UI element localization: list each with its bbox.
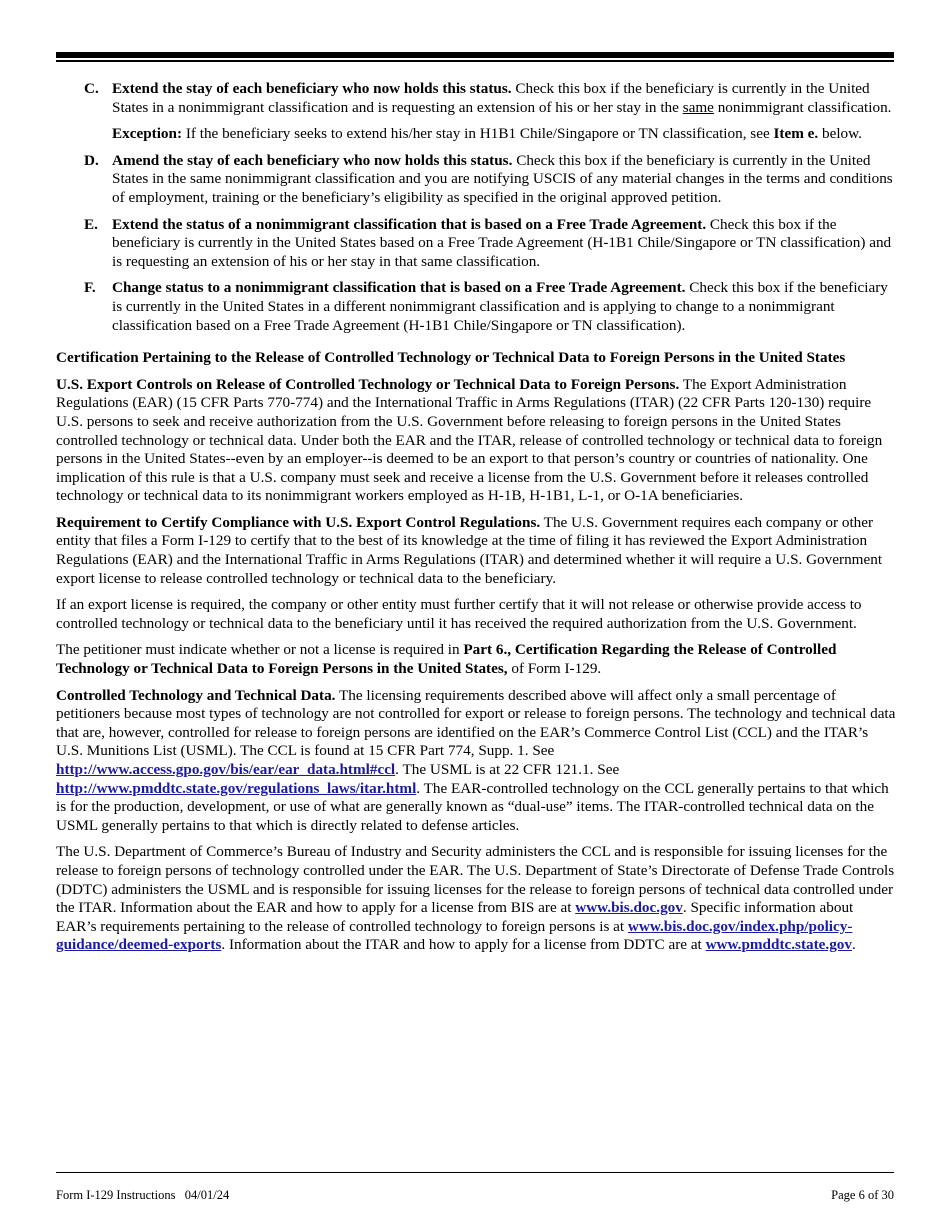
link-pmddtc[interactable]: www.pmddtc.state.gov (705, 936, 852, 954)
paragraph-petitioner-indicate: The petitioner must indicate whether or not a license is required in Part 6., Certification Regarding the Release of Controlled Technology or Technical Data to Foreign Persons in the United States, of Form I-129. (56, 641, 837, 678)
paragraph-export-controls: U.S. Export Controls on Release of Controlled Technology or Technical Data to Foreign Persons. The Export Administration Regulations (EAR) (15 CFR Parts 770-774) and the International Traffic in Arms Regulations (ITAR) (22 CFR Parts 120-130) require U.S. persons to seek and receive authorization from the U.S. Government before releasing to foreign persons in the United States controlled technology or technical data. Under both the EAR and the ITAR, release of controlled technology or technical data to foreign persons in the United States--even by an employer--is deemed to be an export to that person’s country or countries of nationality. One implication of this rule is that a U.S. company must seek and receive a license from the U.S. Government before it releases controlled technology or technical data to its nonimmigrant workers employed as H-1B, H-1B1, L-1, or O-1A beneficiaries. (56, 375, 883, 505)
footer-page-number: Page 6 of 30 (831, 1188, 894, 1202)
header-rule-thin (56, 60, 894, 62)
item-text: Change status to a nonimmigrant classification that is based on a Free Trade Agreement. Check this box if the beneficiary is currently in the United States in a different nonimmigrant classification and is applying to change to a nonimmigrant classification based on a Free Trade Agreement (H-1B1 Chile/Singapore or TN classification). (112, 279, 888, 334)
list-item-c (56, 80, 896, 144)
list-item-d (56, 152, 896, 208)
paragraph-bis-ddtc: The U.S. Department of Commerce’s Bureau of Industry and Security administers the CCL and is responsible for issuing licenses for the release to foreign persons of technology controlled under the EAR. The U.S. Department of State’s Directorate of Defense Trade Controls (DDTC) administers the USML and is responsible for issuing licenses for the release to foreign persons of technical data controlled under the ITAR. Information about the EAR and how to apply for a license from BIS are at www.bis.doc.gov. Specific information about EAR’s requirements pertaining to the release of controlled technology to foreign persons is at www.bis.doc.gov/index.php/policy-guidance/deemed-exports. Information about the ITAR and how to apply for a license from DDTC are at www.pmddtc.state.gov. (56, 843, 895, 954)
item-letter: F. (84, 279, 96, 297)
paragraph-certify-compliance: Requirement to Certify Compliance with U.S. Export Control Regulations. The U.S. Government requires each company or other entity that files a Form I-129 to certify that to the best of its knowledge at the time of filing it has reviewed the Export Administration Regulations (EAR) and the International Traffic in Arms Regulations (ITAR) and determined whether it will require a U.S. Government export license to release controlled technology or technical data to the beneficiary. (56, 513, 883, 587)
list-item-e (56, 216, 896, 272)
list-item-f (56, 279, 896, 335)
link-bis[interactable]: www.bis.doc.gov (575, 899, 683, 917)
link-deemed-exports[interactable]: www.bis.doc.gov/index.php/policy-guidance/deemed-exports (56, 917, 853, 954)
page-content (56, 80, 896, 963)
item-letter: E. (84, 215, 98, 233)
paragraph-controlled-technology: Controlled Technology and Technical Data. The licensing requirements described above will affect only a small percentage of petitioners because most types of technology are not controlled for export or release to foreign persons. The technology and technical data that are, however, controlled for release to foreign persons are identified on the EAR’s Commerce Control List (CCL) and the ITAR’s U.S. Munitions List (USML). The CCL is found at 15 CFR Part 774, Supp. 1. See http://www.access.gpo.gov/bis/ear/ear_data.html#ccl. The USML is at 22 CFR 121.1. See http://www.pmddtc.state.gov/regulations_laws/itar.html. The EAR-controlled technology on the CCL generally pertains to that which is for the production, development, or use of what are generally known as “dual-use” items. The ITAR-controlled technical data on the USML generally pertains to that which is directly related to defense articles. (56, 686, 896, 834)
section-heading: Certification Pertaining to the Release of Controlled Technology or Technical Data to Foreign Persons in the United States (56, 349, 846, 367)
item-text: Extend the status of a nonimmigrant classification that is based on a Free Trade Agreement. Check this box if the beneficiary is currently in the United States based on a Free Trade Agreement (H-1B1 Chile/Singapore or TN classification) and is requesting an extension of his or her stay in that same classification. (112, 215, 892, 270)
exception-note: Exception: If the beneficiary seeks to extend his/her stay in H1B1 Chile/Singapore or TN classification, see Item e. below. (112, 125, 862, 143)
item-text: Extend the stay of each beneficiary who now holds this status. Check this box if the beneficiary is currently in the United States in a nonimmigrant classification and is requesting an extension of his or her stay in the same nonimmigrant classification. (112, 80, 892, 116)
item-letter: C. (84, 80, 99, 97)
link-ear-ccl[interactable]: http://www.access.gpo.gov/bis/ear/ear_data.html#ccl (56, 761, 396, 778)
paragraph-export-license: If an export license is required, the company or other entity must further certify that it will not release or otherwise provide access to controlled technology or technical data to the beneficiary until it has received the required authorization from the U.S. Government. (56, 596, 862, 632)
item-letter: D. (84, 151, 99, 169)
item-text: Amend the stay of each beneficiary who now holds this status. Check this box if the beneficiary is currently in the United States in the same nonimmigrant classification and you are notifying USCIS of any material changes in the terms and conditions of employment, training or the beneficiary’s eligibility as specified in the original approved petition. (112, 151, 893, 206)
footer-rule (56, 1172, 894, 1173)
link-itar-usml[interactable]: http://www.pmddtc.state.gov/regulations_laws/itar.html (56, 779, 417, 797)
footer-form-id: Form I-129 Instructions 04/01/24 (56, 1188, 230, 1202)
header-rule (56, 52, 894, 58)
